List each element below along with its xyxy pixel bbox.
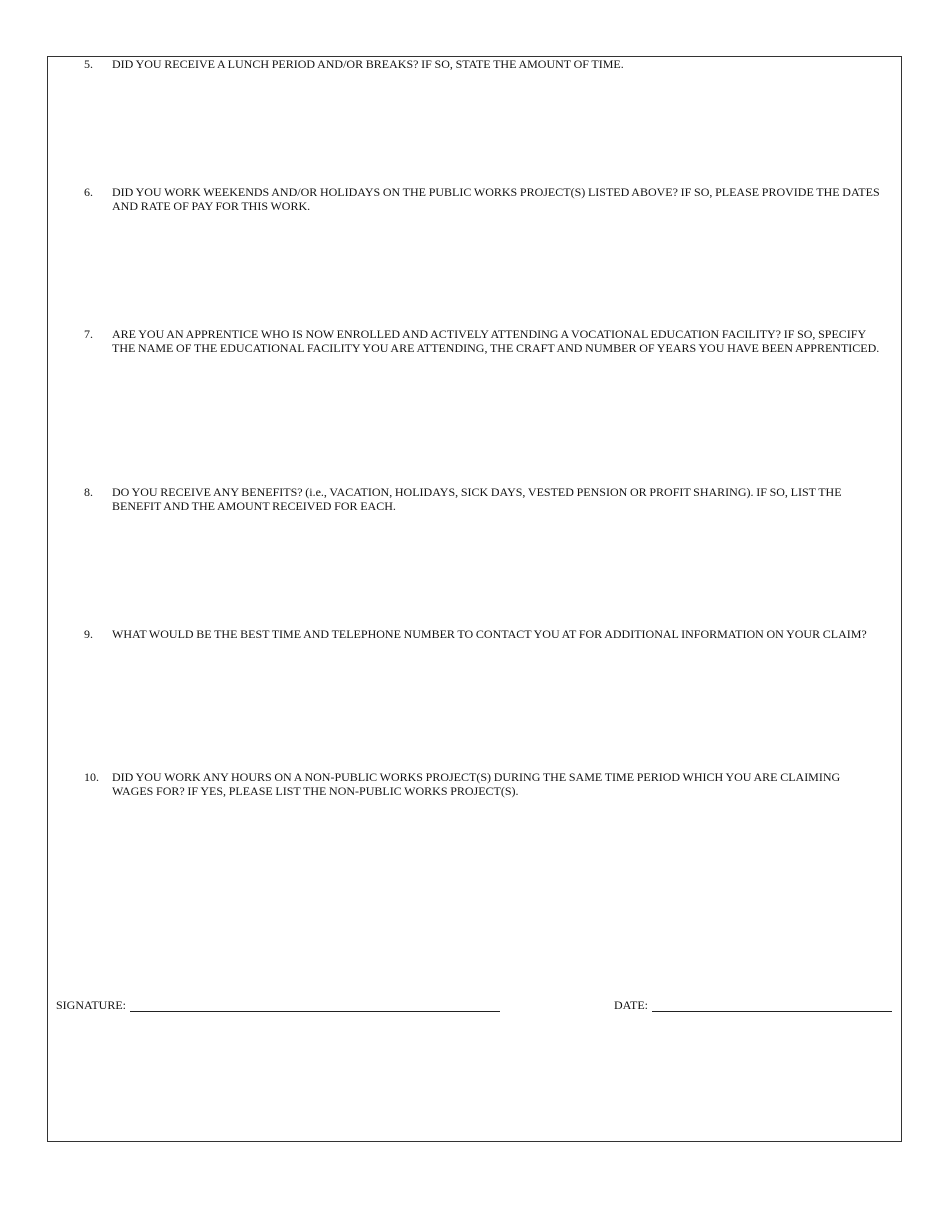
question-text: ARE YOU AN APPRENTICE WHO IS NOW ENROLLED AND ACTIVELY ATTENDING A VOCATIONAL EDUCATION FACILITY? IF SO, SPECIFY THE NAME OF THE EDUCATIONAL FACILITY YOU ARE ATTENDING, THE CRAFT AND NUMBER OF YEARS YOU HAVE BEEN APPRENTICED. — [112, 327, 880, 356]
question-text: DID YOU WORK ANY HOURS ON A NON-PUBLIC WORKS PROJECT(S) DURING THE SAME TIME PERIOD WHICH YOU ARE CLAIMING WAGES FOR? IF YES, PLEASE LIST THE NON-PUBLIC WORKS PROJECT(S). — [112, 770, 841, 799]
question-number: 10. — [84, 770, 99, 784]
question-10 — [84, 770, 880, 799]
question-number: 5. — [84, 57, 93, 71]
date-line[interactable] — [652, 998, 892, 1012]
question-number: 6. — [84, 185, 93, 199]
question-text: DO YOU RECEIVE ANY BENEFITS? (i.e., VACATION, HOLIDAYS, SICK DAYS, VESTED PENSION OR PROFIT SHARING). IF SO, LIST THE BENEFIT AND THE AMOUNT RECEIVED FOR EACH. — [112, 485, 842, 514]
question-number: 8. — [84, 485, 93, 499]
question-text: DID YOU WORK WEEKENDS AND/OR HOLIDAYS ON THE PUBLIC WORKS PROJECT(S) LISTED ABOVE? IF SO, PLEASE PROVIDE THE DATES AND RATE OF PAY FOR THIS WORK. — [112, 185, 880, 214]
form-frame — [47, 56, 902, 1142]
signature-label: SIGNATURE: — [56, 998, 127, 1012]
question-5 — [84, 57, 880, 71]
question-number: 7. — [84, 327, 93, 341]
question-text: DID YOU RECEIVE A LUNCH PERIOD AND/OR BREAKS? IF SO, STATE THE AMOUNT OF TIME. — [112, 57, 624, 71]
question-8 — [84, 485, 880, 514]
question-number: 9. — [84, 627, 93, 641]
date-label: DATE: — [614, 998, 648, 1012]
question-text: WHAT WOULD BE THE BEST TIME AND TELEPHONE NUMBER TO CONTACT YOU AT FOR ADDITIONAL INFORMATION ON YOUR CLAIM? — [112, 627, 867, 641]
signature-line[interactable] — [130, 998, 500, 1012]
question-6 — [84, 185, 880, 214]
date-row — [614, 998, 892, 1012]
question-9 — [84, 627, 880, 641]
signature-row — [56, 998, 500, 1012]
question-7 — [84, 327, 880, 356]
